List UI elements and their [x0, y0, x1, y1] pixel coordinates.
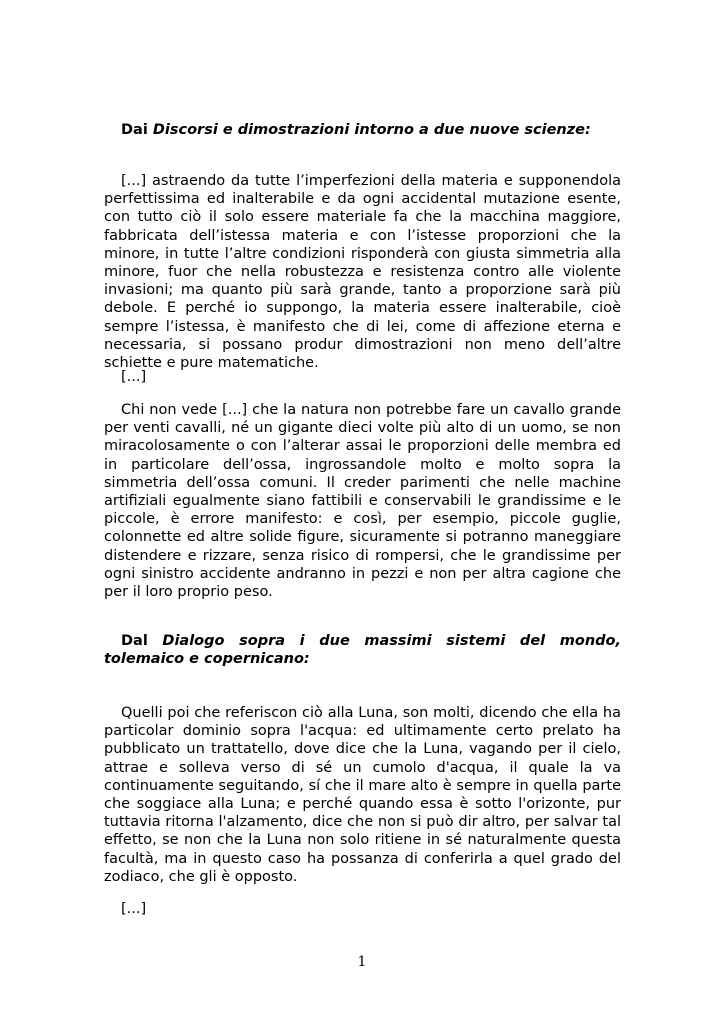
section-heading-discorsi	[104, 121, 621, 139]
paragraph-discorsi-1: [...] astraendo da tutte l’imperfezioni della materia e supponendola perfettissima ed inalterabile e da ogni accidental mutazione esente, con tutto ciò il solo essere materiale fa che la macchina maggiore, fabbricata dell’istessa materia e con l’istesse proporzioni che la minore, in tutte l’altre condizioni risponderà con giusta simmetria alla minore, fuor che nella robustezza e resistenza contro alle violente invasioni; ma quanto più sarà grande, tanto a proporzione sarà più debole. E perché io suppongo, la materia essere inalterabile, cioè sempre l’istessa, è manifesto che di lei, come di affezione eterna e necessaria, si possano produr dimostrazioni non meno dell’altre schiette e pure matematiche.	[104, 173, 621, 372]
heading-prefix: Dal	[121, 633, 163, 649]
paragraph-dialogo-1: Quelli poi che referiscon ciò alla Luna, son molti, dicendo che ella ha particolar dominio sopra l'acqua: ed ultimamente certo prelato ha pubblicato un trattatello, dove dice che la Luna, vagando per il cielo, attrae e solleva verso di sé un cumolo d'acqua, il quale la va continuamente seguitando, sí che il mare alto è sempre in quella parte che soggiace alla Luna; e perché quando essa è sotto l'orizonte, pur tuttavia ritorna l'alzamento, dice che non si può dir altro, per salvar tal effetto, se non che la Luna non solo ritiene in sé naturalmente questa facultà, ma in questo caso ha possanza di conferirla a quel grado del zodiaco, che gli è opposto.	[104, 705, 621, 885]
heading-prefix: Dai	[121, 122, 153, 138]
heading-title: Dialogo sopra i due massimi sistemi del mondo, tolemaico e copernicano:	[104, 633, 621, 668]
paragraph-discorsi-2: Chi non vede [...] che la natura non potrebbe fare un cavallo grande per venti cavalli, né un gigante dieci volte più alto di un uomo, se non miracolosamente o con l’alterar assai le proporzioni delle membra ed in particolare dell’ossa, ingrossandole molto e molto sopra la simmetria dell’ossa comuni. Il creder parimenti che nelle machine artifiziali egualmente siano fattibili e conservabili le grandissime e le piccole, è errore manifesto: e così, per esempio, piccole guglie, colonnette ed altre solide figure, sicuramente si potranno maneggiare distendere e rizzare, senza risico di rompersi, che le grandissime per ogni sinistro accidente andranno in pezzi e non per altra cagione che per il loro proprio peso.	[104, 402, 621, 601]
section-heading-dialogo	[104, 632, 621, 668]
page-number: 1	[357, 954, 367, 970]
ellipsis-1: [...]	[121, 369, 147, 385]
ellipsis-2: [...]	[121, 901, 147, 917]
heading-title: Discorsi e dimostrazioni intorno a due nuove scienze:	[152, 122, 591, 138]
